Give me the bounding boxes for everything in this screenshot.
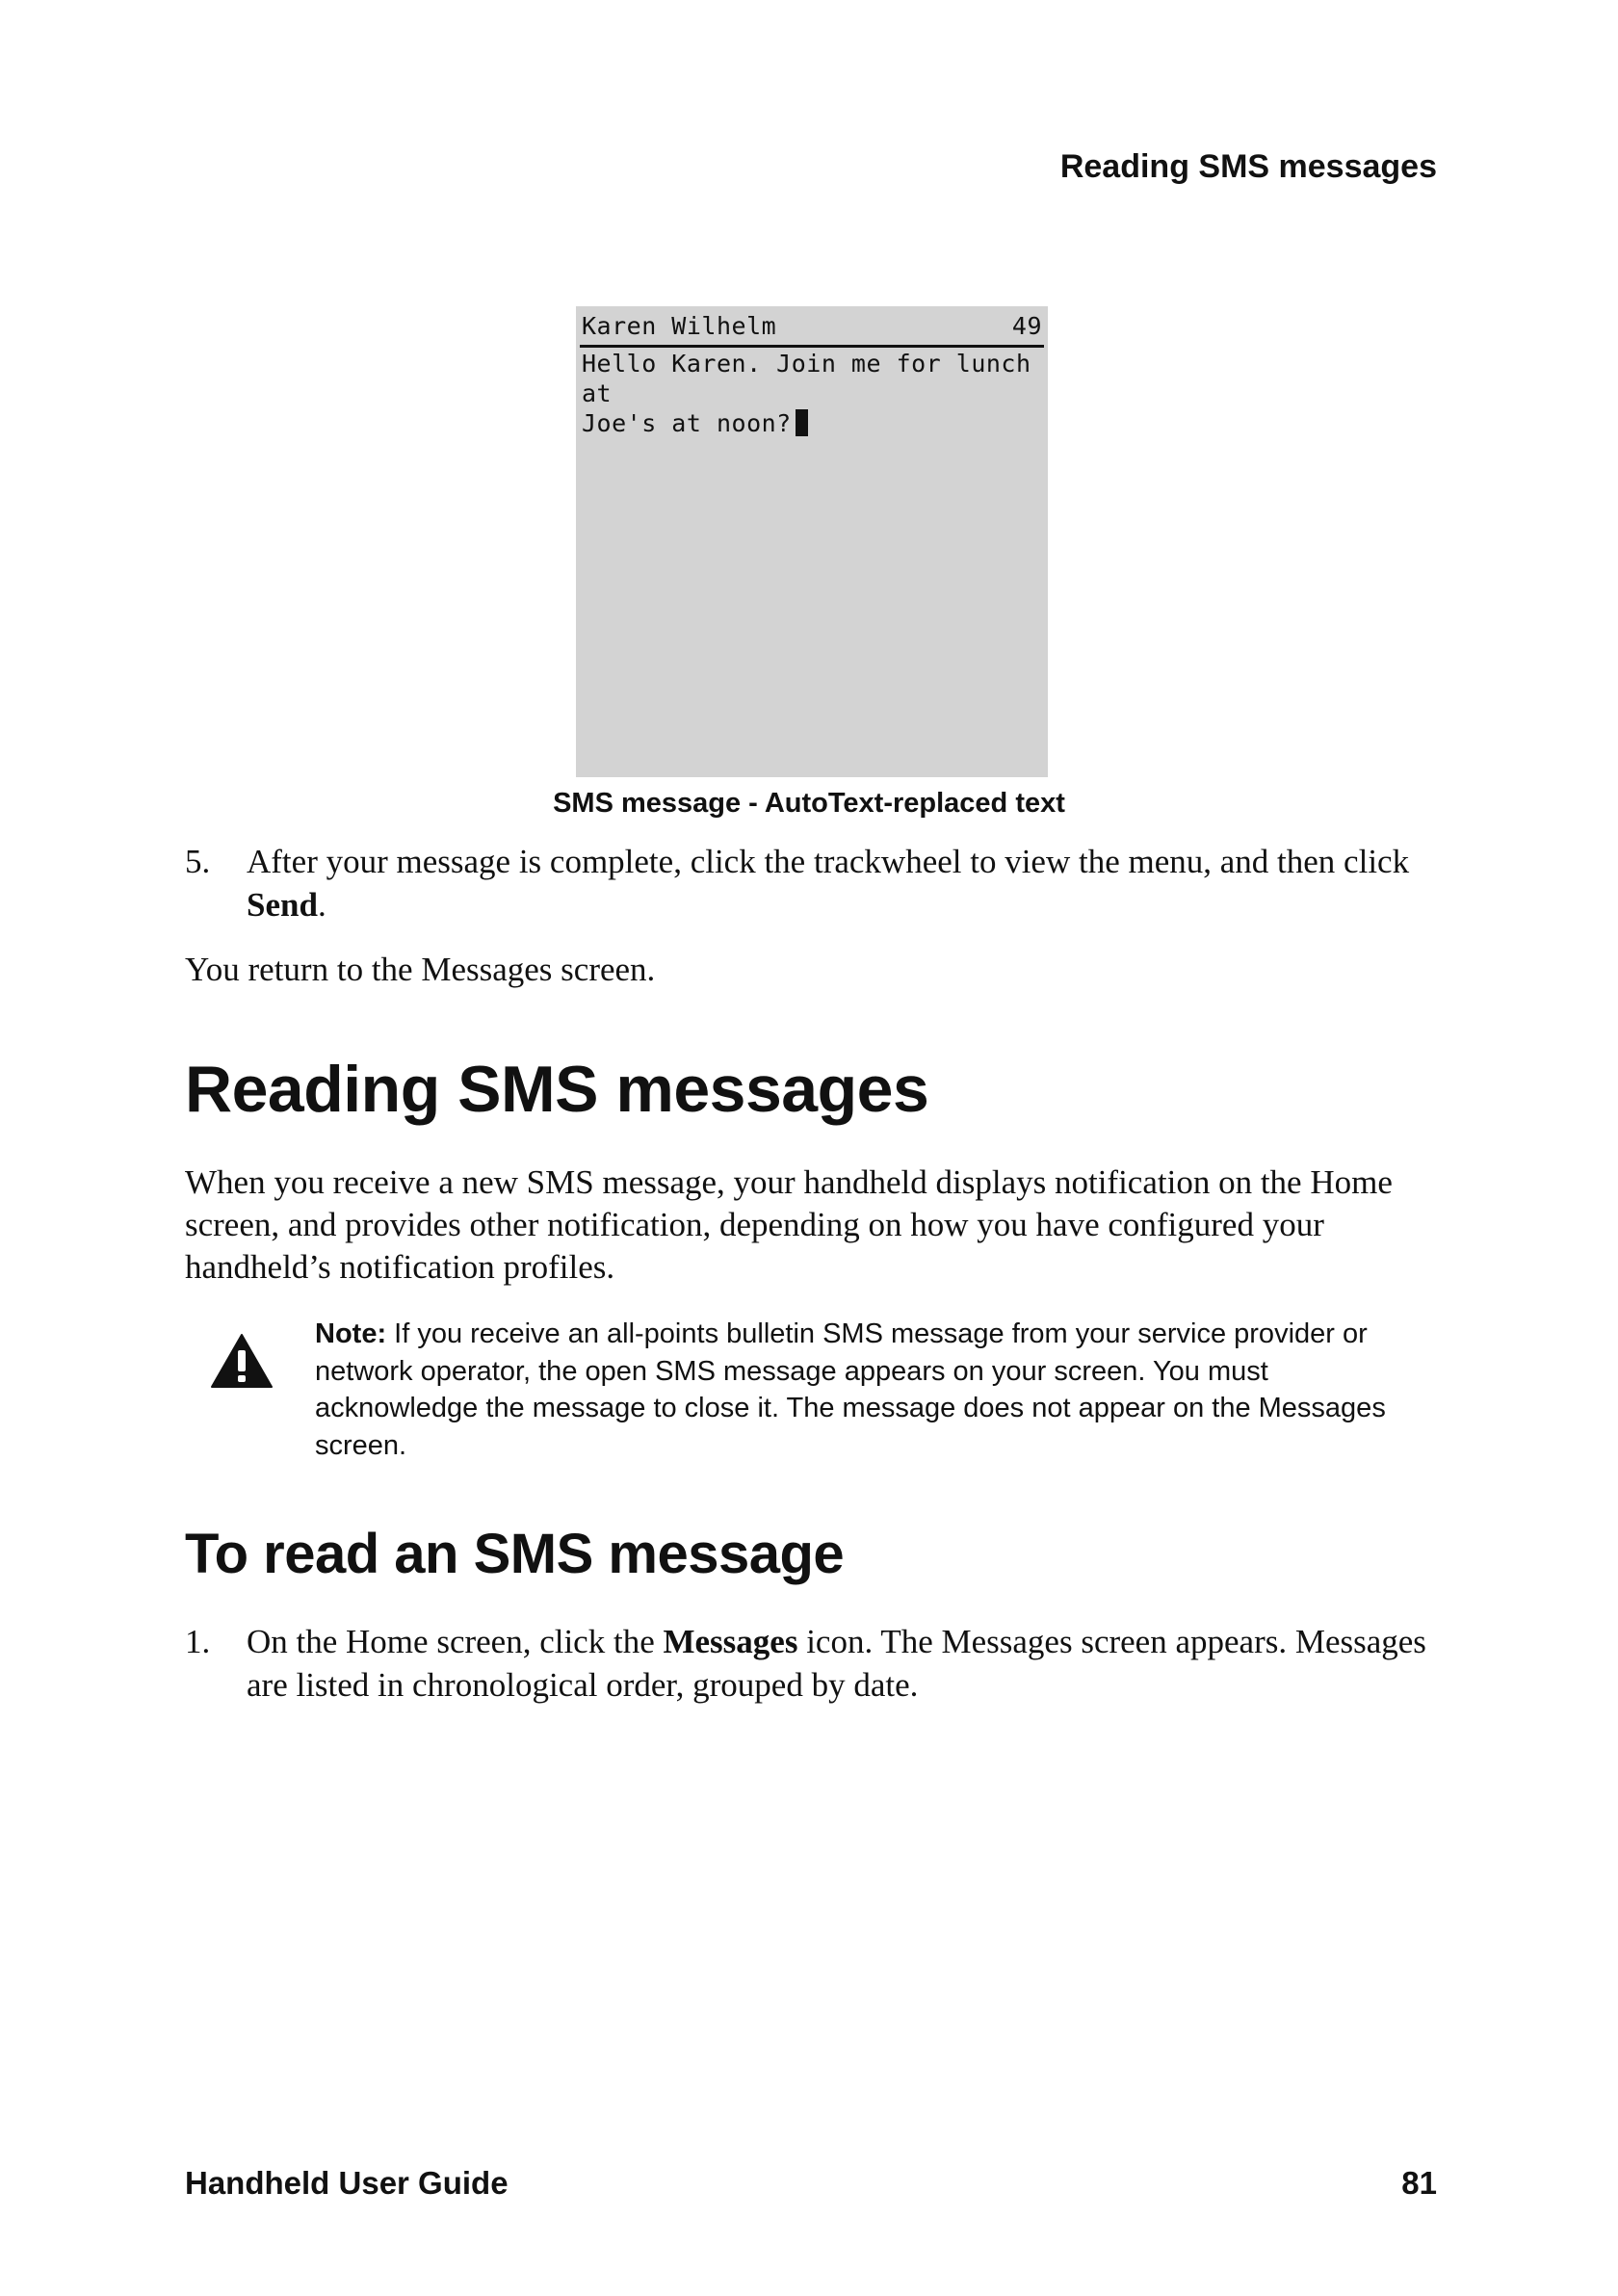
step-number: 5. — [185, 843, 211, 880]
return-paragraph: You return to the Messages screen. — [185, 951, 656, 988]
note-label: Note: — [315, 1318, 387, 1349]
step-text-start: On the Home screen, click the — [247, 1623, 664, 1660]
device-screenshot — [576, 306, 1048, 777]
text-cursor — [796, 409, 808, 436]
message-line — [582, 408, 1034, 438]
screen-contact-name: Karen Wilhelm — [582, 312, 777, 340]
screen-message-body — [582, 349, 1034, 438]
intro-paragraph: When you receive a new SMS message, your handheld displays notification on the Home screen, and provides other notification, depending on how you have configured your handheld’s notification profiles. — [185, 1163, 1393, 1286]
message-line-text: Joe's at noon? — [582, 409, 792, 437]
footer-title: Handheld User Guide — [185, 2165, 509, 2201]
step-text-start: After your message is complete, click the trackwheel to view the menu, and then click — [247, 843, 1410, 880]
screen-char-count: 49 — [1011, 312, 1042, 340]
step-text-end: . — [317, 886, 326, 924]
warning-triangle-icon — [210, 1333, 274, 1389]
step-text-end: icon. The Messages screen appears. Messages are listed in chronological order, grouped by date. — [247, 1623, 1426, 1704]
messages-term: Messages — [663, 1623, 798, 1660]
note-body: If you receive an all-points bulletin SMS message from your service provider or network operator, the open SMS message appears on your screen. You must acknowledge the message to close it. The message does not appear on the Messages screen. — [315, 1318, 1386, 1461]
page-number: 81 — [1401, 2165, 1437, 2201]
running-header: Reading SMS messages — [1059, 148, 1437, 185]
step-text — [247, 840, 1441, 926]
subsection-heading: To read an SMS message — [185, 1523, 845, 1585]
send-term: Send — [247, 886, 318, 924]
note-text — [315, 1316, 1432, 1464]
screen-header — [580, 308, 1044, 348]
step-number: 1. — [185, 1623, 211, 1660]
step-text — [247, 1620, 1441, 1707]
figure-caption: SMS message - AutoText-replaced text — [553, 788, 1065, 819]
section-heading: Reading SMS messages — [185, 1053, 929, 1126]
message-line: Hello Karen. Join me for lunch at — [582, 350, 1031, 407]
